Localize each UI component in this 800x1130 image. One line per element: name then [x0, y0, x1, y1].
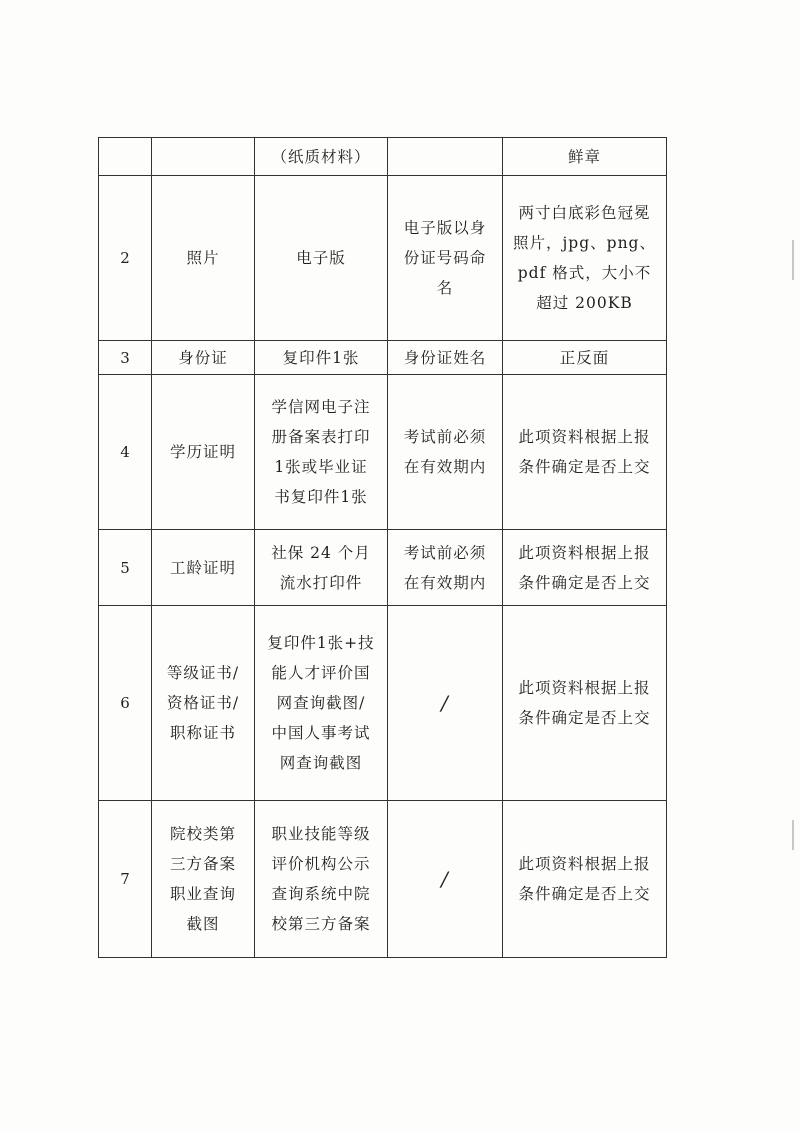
- naming-text-line: /: [441, 691, 449, 715]
- scan-edge-mark: [792, 240, 794, 280]
- naming-text-line: 在有效期内: [403, 458, 487, 476]
- remark-text-line: 正反面: [559, 348, 610, 367]
- naming-text-line: 电子版以身: [403, 219, 487, 237]
- form-text-line: 1张或毕业证: [274, 458, 368, 476]
- remark-text-line: 鲜章: [567, 147, 601, 166]
- form-text-line: 复印件1张: [282, 348, 360, 367]
- item-cell: [152, 606, 255, 801]
- form-text-line: 学信网电子注: [271, 398, 371, 416]
- naming-text-line: 份证号码命: [403, 249, 487, 267]
- item-text-line: 职业查询: [169, 885, 236, 903]
- table-row: [99, 606, 667, 801]
- naming-text-line: 身份证姓名: [403, 348, 487, 367]
- form-text-line: 复印件1张+技: [267, 634, 375, 652]
- item-text-line: 截图: [186, 915, 220, 933]
- form-text-line: 书复印件1张: [274, 488, 368, 506]
- form-cell: [255, 530, 388, 606]
- item-text-line: 工龄证明: [169, 558, 236, 577]
- form-text-line: 网查询截图/: [276, 694, 366, 712]
- row-number-cell: 3: [99, 341, 152, 375]
- remark-cell: [503, 341, 667, 375]
- item-text-line: 院校类第: [169, 825, 236, 843]
- remark-text-line: 此项资料根据上报: [518, 428, 651, 446]
- remark-text-line: 照片，jpg、png、: [513, 234, 656, 252]
- item-text-line: 照片: [186, 249, 220, 267]
- naming-cell: [388, 530, 503, 606]
- item-text-line: 等级证书/: [166, 664, 240, 682]
- remark-cell: [503, 606, 667, 801]
- form-text-line: 电子版: [296, 249, 346, 267]
- form-text-line: （纸质材料）: [271, 147, 371, 166]
- form-text-line: 校第三方备案: [271, 915, 371, 933]
- item-cell: [152, 801, 255, 958]
- form-text-line: 中国人事考试: [271, 724, 371, 742]
- row-number-cell: 4: [99, 375, 152, 530]
- table-row: [99, 341, 667, 375]
- naming-text-line: /: [441, 867, 449, 891]
- materials-table-body: [99, 138, 667, 958]
- naming-text-line: 在有效期内: [403, 573, 487, 592]
- form-text-line: 社保 24 个月: [271, 543, 371, 562]
- item-cell: [152, 341, 255, 375]
- form-cell: [255, 375, 388, 530]
- form-cell: [255, 606, 388, 801]
- row-number-cell: 6: [99, 606, 152, 801]
- form-cell: [255, 176, 388, 341]
- row-number-cell: [99, 138, 152, 176]
- item-text-line: 身份证: [178, 348, 228, 367]
- remark-cell: [503, 176, 667, 341]
- form-text-line: 评价机构公示: [271, 855, 371, 873]
- remark-text-line: pdf 格式，大小不: [517, 264, 652, 282]
- form-text-line: 册备案表打印: [271, 428, 371, 446]
- remark-text-line: 两寸白底彩色冠冕: [518, 204, 651, 222]
- naming-cell: [388, 375, 503, 530]
- form-cell: [255, 341, 388, 375]
- remark-text-line: 条件确定是否上交: [518, 709, 651, 727]
- remark-text-line: 此项资料根据上报: [518, 543, 651, 562]
- naming-text-line: 考试前必须: [403, 543, 487, 562]
- table-row: [99, 375, 667, 530]
- item-text-line: 三方备案: [169, 855, 236, 873]
- table-row: [99, 801, 667, 958]
- remark-text-line: 条件确定是否上交: [518, 885, 651, 903]
- form-text-line: 查询系统中院: [271, 885, 371, 903]
- naming-text-line: 名: [436, 279, 454, 297]
- form-text-line: 网查询截图: [279, 754, 363, 772]
- item-cell: [152, 138, 255, 176]
- remark-cell: [503, 375, 667, 530]
- remark-text-line: 条件确定是否上交: [518, 458, 651, 476]
- item-cell: [152, 176, 255, 341]
- row-number-cell: 5: [99, 530, 152, 606]
- scan-edge-mark: [792, 820, 794, 850]
- naming-cell: [388, 176, 503, 341]
- table-row: [99, 138, 667, 176]
- remark-text-line: 此项资料根据上报: [518, 855, 651, 873]
- remark-cell: [503, 801, 667, 958]
- table-row: [99, 530, 667, 606]
- remark-text-line: 条件确定是否上交: [518, 573, 651, 592]
- materials-table: [98, 137, 667, 958]
- form-text-line: 职业技能等级: [271, 825, 371, 843]
- remark-cell: [503, 530, 667, 606]
- naming-cell: [388, 138, 503, 176]
- naming-cell: [388, 606, 503, 801]
- naming-cell: [388, 801, 503, 958]
- naming-cell: [388, 341, 503, 375]
- remark-cell: [503, 138, 667, 176]
- form-text-line: 能人才评价国: [271, 664, 371, 682]
- remark-text-line: 超过 200KB: [536, 294, 633, 312]
- item-text-line: 资格证书/: [166, 694, 240, 712]
- row-number-cell: 7: [99, 801, 152, 958]
- item-text-line: 学历证明: [169, 443, 236, 461]
- remark-text-line: 此项资料根据上报: [518, 679, 651, 697]
- form-text-line: 流水打印件: [279, 573, 363, 592]
- table-row: [99, 176, 667, 341]
- item-cell: [152, 375, 255, 530]
- item-cell: [152, 530, 255, 606]
- item-text-line: 职称证书: [169, 724, 236, 742]
- row-number-cell: 2: [99, 176, 152, 341]
- naming-text-line: 考试前必须: [403, 428, 487, 446]
- form-cell: [255, 801, 388, 958]
- form-cell: [255, 138, 388, 176]
